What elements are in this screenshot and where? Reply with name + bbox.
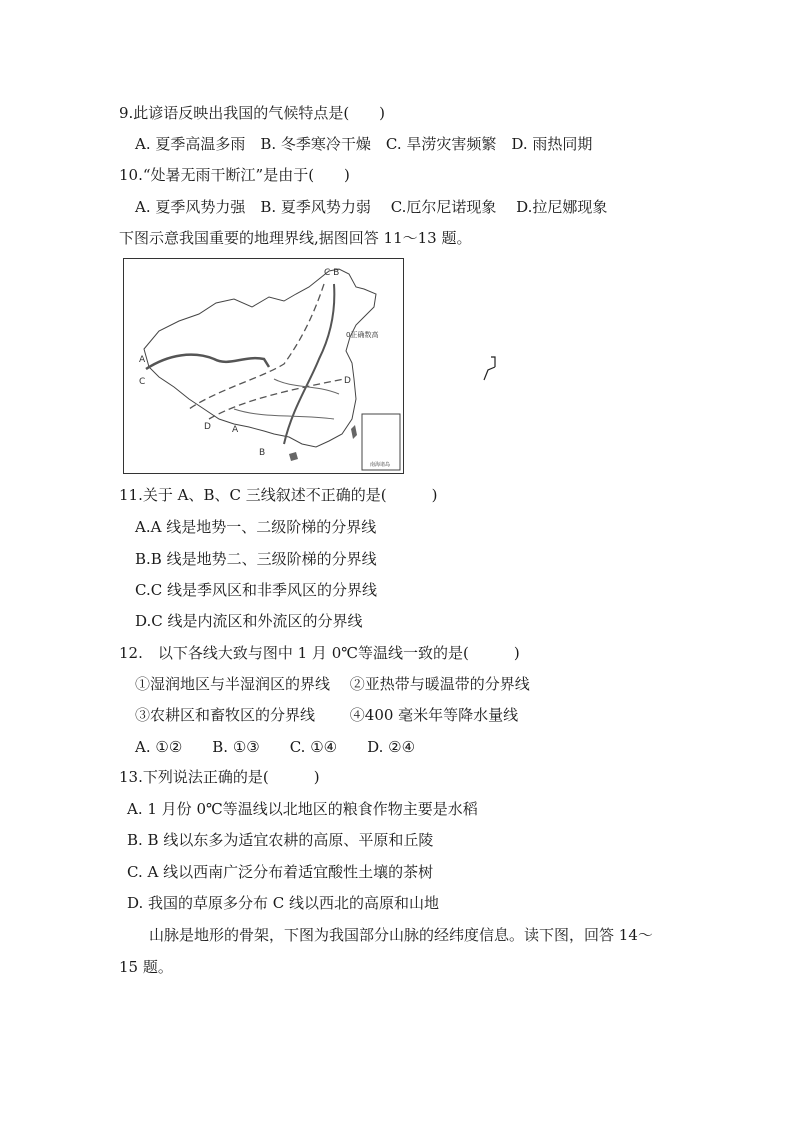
question-13-option-d: D. 我国的草原多分布 C 线以西北的高原和山地 [127,894,440,912]
line-b [284,284,334,444]
svg-text:0正确数高: 0正确数高 [346,331,379,339]
svg-text:A: A [139,355,146,365]
question-9-stem: 9.此谚语反映出我国的气候特点是( ) [119,104,386,122]
question-11-stem: 11.关于 A、B、C 三线叙述不正确的是( ) [119,486,438,504]
question-13-option-a: A. 1 月份 0℃等温线以北地区的粮食作物主要是水稻 [127,800,478,818]
line-d [209,379,344,419]
china-boundary-map [123,258,404,474]
question-11-option-d: D.C 线是内流区和外流区的分界线 [135,612,363,630]
svg-text:B: B [259,448,266,458]
hainan [289,452,298,461]
question-9-options: A. 夏季高温多雨 B. 冬季寒冷干燥 C. 旱涝灾害频繁 D. 雨热同期 [135,135,593,153]
svg-text:A: A [232,425,239,435]
svg-text:C B: C B [324,268,340,278]
question-10-options: A. 夏季风势力强 B. 夏季风势力弱 C.厄尔尼诺现象 D.拉尼娜现象 [135,198,608,216]
question-12-statements-1-2: ①湿润地区与半湿润区的界线 ②亚热带与暖温带的分界线 [135,675,530,693]
question-11-option-a: A.A 线是地势一、二级阶梯的分界线 [135,518,377,536]
question-12-stem: 12. 以下各线大致与图中 1 月 0℃等温线一致的是( ) [119,644,520,662]
intro-11-13: 下图示意我国重要的地理界线,据图回答 11～13 题。 [119,229,472,247]
question-13-stem: 13.下列说法正确的是( ) [119,768,320,786]
intro-14-15-line2: 15 题。 [119,958,173,976]
line-a [146,355,269,369]
question-11-option-b: B.B 线是地势二、三级阶梯的分界线 [135,550,377,568]
svg-text:D: D [204,422,211,432]
svg-text:C: C [139,377,146,387]
svg-text:D: D [344,376,351,386]
question-11-option-c: C.C 线是季风区和非季风区的分界线 [135,581,377,599]
stray-pen-mark [480,355,500,383]
intro-14-15-line1: 山脉是地形的骨架，下图为我国部分山脉的经纬度信息。读下图，回答 14～ [149,926,653,944]
svg-text:南海诸岛: 南海诸岛 [370,462,391,468]
map-drawing [124,259,402,472]
question-13-option-b: B. B 线以东多为适宜农耕的高原、平原和丘陵 [127,831,434,849]
question-13-option-c: C. A 线以西南广泛分布着适宜酸性土壤的茶树 [127,863,434,881]
question-10-stem: 10.“处暑无雨干断江”是由于( ) [119,166,350,184]
river-2 [234,409,334,419]
taiwan [351,425,357,439]
question-12-statements-3-4: ③农耕区和畜牧区的分界线 ④400 毫米年等降水量线 [135,706,519,724]
question-12-options: A. ①② B. ①③ C. ①④ D. ②④ [135,738,416,756]
